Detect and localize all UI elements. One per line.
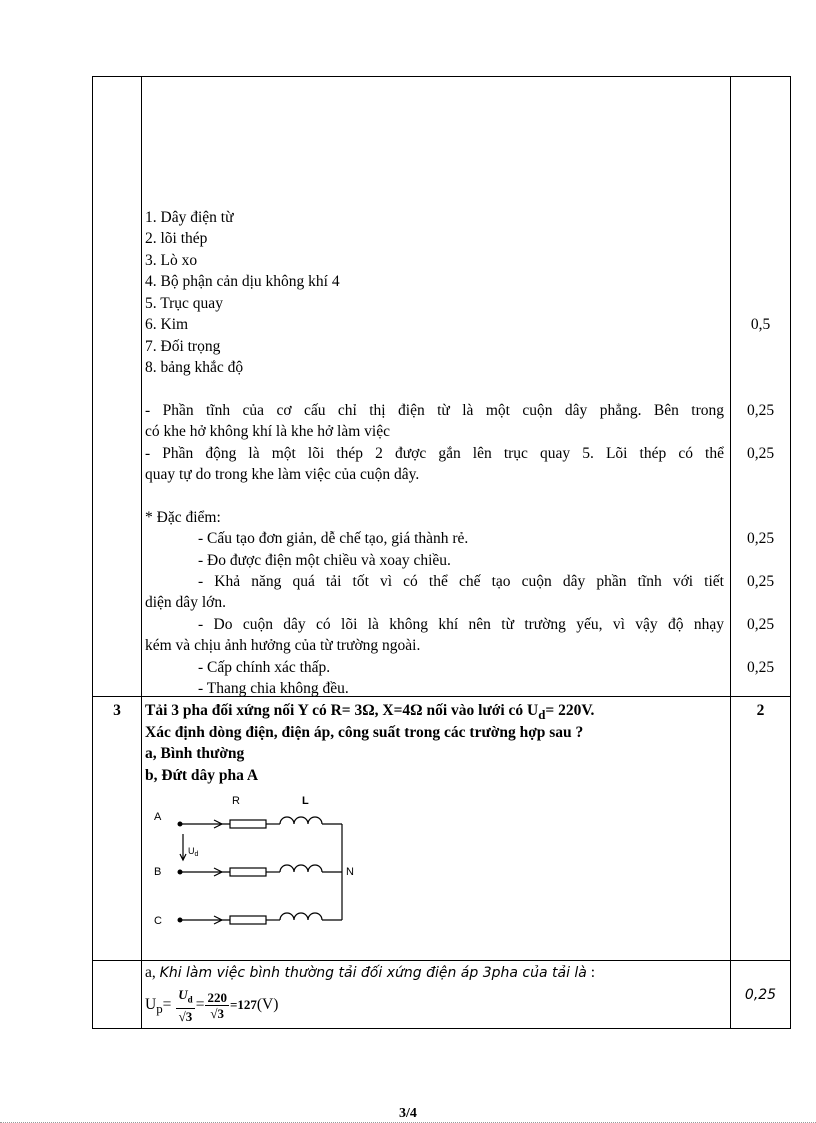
row2-content-cell — [142, 697, 731, 961]
part-2: 2. lõi thép — [145, 230, 208, 247]
parts-score: 0,5 — [750, 316, 771, 333]
answer-prefix: a, — [145, 964, 160, 981]
row1-content-cell — [142, 77, 731, 697]
formula-eq: = — [162, 996, 172, 1013]
formula-eq2: = — [195, 996, 205, 1013]
moving-part-line2: quay tự do trong khe làm việc của cuộn dây. — [145, 466, 420, 483]
table-row — [93, 77, 791, 697]
part-3: 3. Lò xo — [145, 252, 198, 269]
node-b — [178, 870, 183, 875]
feature-6: - Thang chia không đều. — [198, 680, 349, 697]
feature-1: - Cấu tạo đơn giản, dễ chế tạo, giá thành rẻ. — [198, 530, 469, 547]
label-b: B — [154, 866, 162, 878]
label-c: C — [154, 915, 162, 927]
part-6: 6. Kim — [145, 316, 189, 333]
feature-4-line1: - Do cuộn dây có lõi là không khí nên từ trường yếu, vì vậy độ nhạy — [198, 616, 724, 633]
formula-up-sub: p — [156, 1001, 163, 1017]
part-8: 8. bảng khắc độ — [145, 359, 244, 376]
resistor-a — [230, 820, 266, 828]
label-a: A — [154, 811, 162, 823]
feature-title: * Đặc điểm: — [145, 509, 221, 526]
inductor-c — [280, 913, 322, 920]
feature-1-score: 0,25 — [746, 530, 775, 547]
moving-part-line1: - Phần động là một lõi thép 2 được gắn lên trục quay 5. Lõi thép có thể — [145, 445, 724, 462]
feature-2: - Đo được điện một chiều và xoay chiều. — [198, 552, 451, 569]
table-row — [93, 697, 791, 961]
row2-number-cell — [93, 697, 142, 961]
row3-score-cell — [731, 961, 791, 1029]
page-number: 3/4 — [399, 1106, 417, 1121]
answer-table — [92, 76, 791, 1029]
part-7: 7. Đối trọng — [145, 338, 221, 355]
question-line1-sub: d — [538, 707, 546, 723]
label-ud: $U_d$ — [188, 846, 199, 858]
formula-up: U — [145, 996, 157, 1013]
feature-3-line1: - Khả năng quá tải tốt vì có thể chế tạo cuộn dây phần tĩnh với tiết — [198, 573, 724, 590]
question-number: 3 — [113, 702, 121, 719]
table-row — [93, 961, 791, 1029]
feature-5-score: 0,25 — [746, 659, 775, 676]
question-line1-b: = 220V. — [545, 702, 595, 719]
fraction-220: $\frac{220}{√3}$ — [207, 989, 227, 1021]
label-r: R — [232, 795, 240, 807]
inductor-a — [280, 817, 322, 824]
formula-result: =127 — [229, 997, 257, 1012]
resistor-c — [230, 916, 266, 924]
question-line4: b, Đứt dây pha A — [145, 767, 259, 784]
row1-number-cell — [93, 77, 142, 697]
question-line1-a: Tải 3 pha đối xứng nối Y có R= 3Ω, X=4Ω nối vào lưới có U — [145, 702, 539, 719]
row2-score-cell — [731, 697, 791, 961]
feature-4-line2: kém và chịu ảnh hưởng của từ trường ngoài. — [145, 637, 421, 654]
answer-score: 0,25 — [744, 987, 777, 1003]
answer-colon: : — [586, 964, 596, 981]
fraction-ud: $\frac{U_d}{√3}$ — [178, 987, 193, 1024]
feature-3-score: 0,25 — [746, 573, 775, 590]
row3-number-cell — [93, 961, 142, 1029]
resistor-b — [230, 868, 266, 876]
feature-5: - Cấp chính xác thấp. — [198, 659, 331, 676]
static-part-line1: - Phần tĩnh của cơ cấu chỉ thị điện từ là một cuộn dây phẳng. Bên trong — [145, 402, 724, 419]
row1-score-cell — [731, 77, 791, 697]
part-4: 4. Bộ phận cản dịu không khí 4 — [145, 273, 340, 290]
static-score: 0,25 — [746, 402, 775, 419]
node-c — [178, 918, 183, 923]
node-a — [178, 822, 183, 827]
part-1: 1. Dây điện từ — [145, 209, 234, 226]
part-5: 5. Trục quay — [145, 295, 223, 312]
label-n: N — [346, 866, 354, 878]
feature-4-score: 0,25 — [746, 616, 775, 633]
question-line3: a, Bình thường — [145, 745, 245, 762]
feature-3-line2: diện dây lớn. — [145, 594, 226, 611]
static-part-line2: có khe hở không khí là khe hở làm việc — [145, 423, 390, 440]
answer-line1 — [145, 963, 724, 983]
question-score: 2 — [756, 702, 765, 719]
inductor-b — [280, 865, 322, 872]
circuit-diagram — [150, 790, 380, 930]
label-l: L — [302, 795, 309, 807]
question-line2: Xác định dòng điện, điện áp, công suất trong các trường hợp sau ? — [145, 724, 584, 741]
formula-unit: (V) — [256, 996, 279, 1013]
question-line1 — [145, 701, 724, 725]
row3-content-cell — [142, 961, 731, 1029]
formula — [145, 987, 724, 1025]
moving-score: 0,25 — [746, 445, 775, 462]
answer-italic: Khi làm việc bình thường tải đối xứng điện áp 3pha của tải là — [159, 965, 587, 981]
